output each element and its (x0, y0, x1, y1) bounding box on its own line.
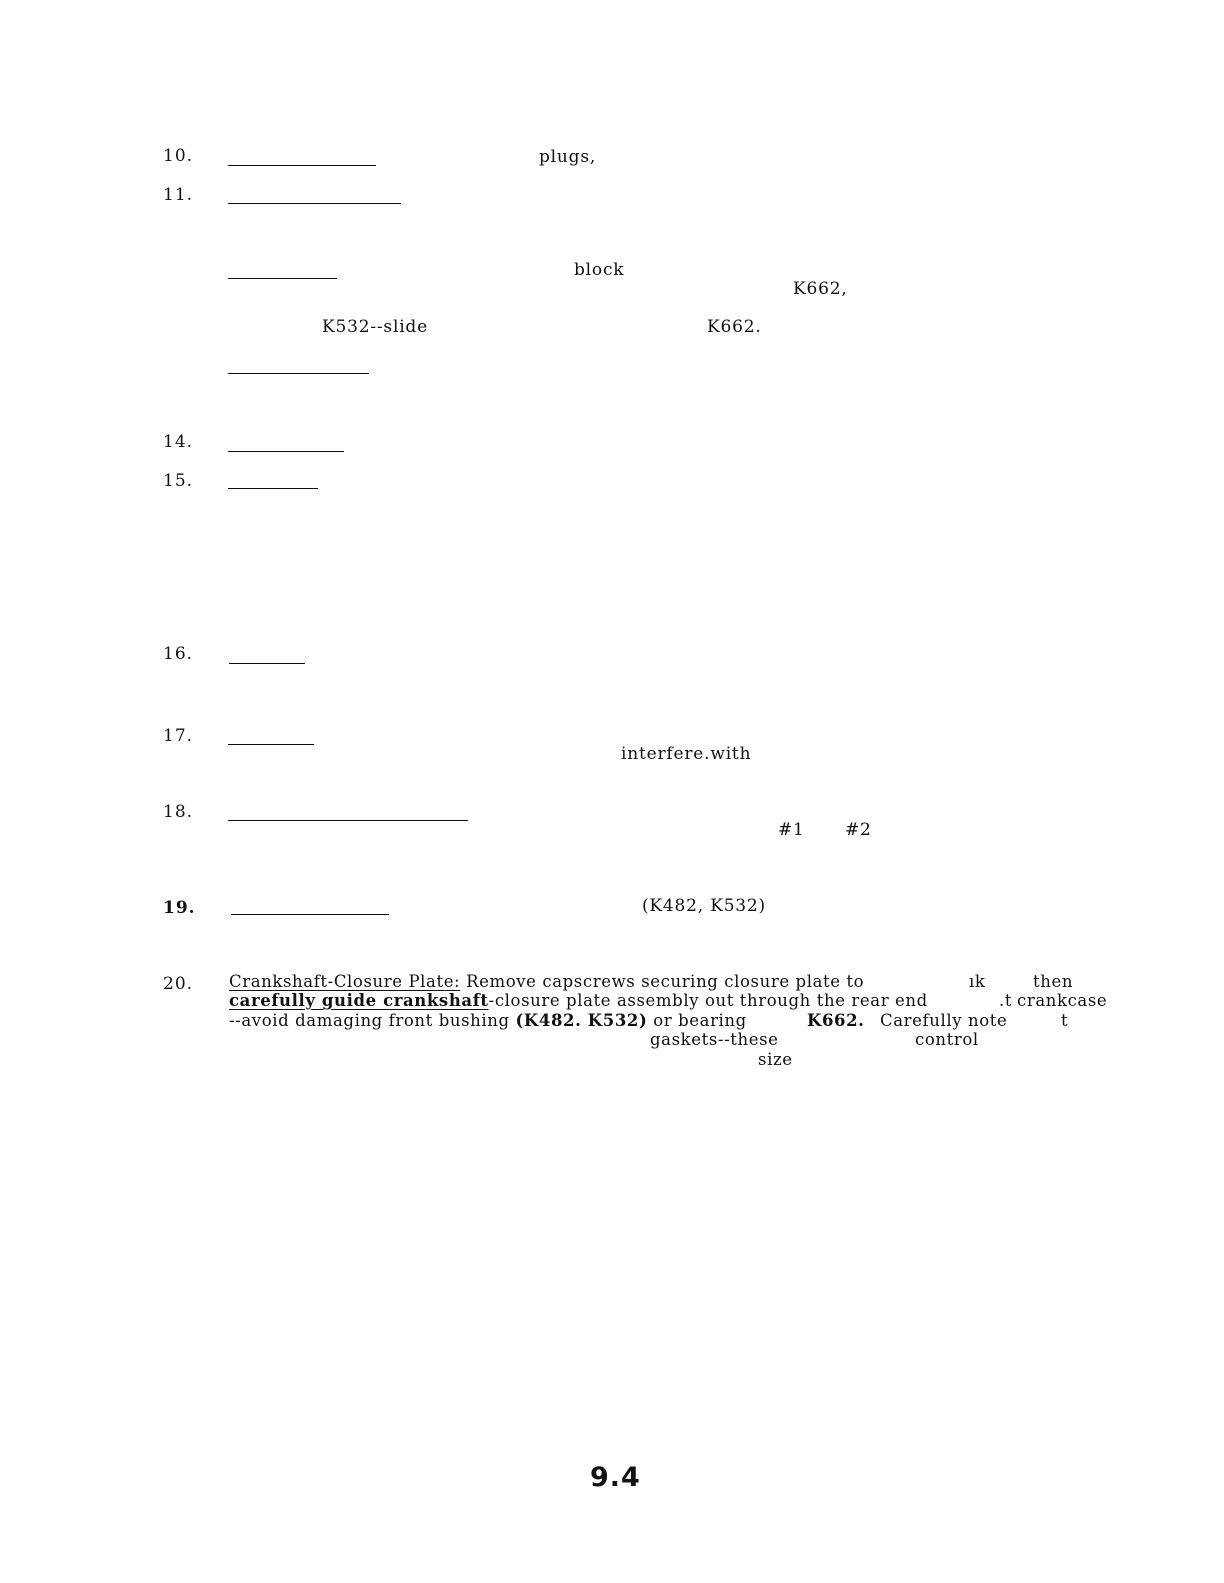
text-fragment-number-2: #2 (845, 820, 872, 840)
text-fragment-k662-a: K662, (793, 279, 848, 299)
item-20-line-2-end: crankcase (1017, 991, 1108, 1010)
heading-rule-18 (228, 820, 468, 821)
heading-rule-12 (228, 278, 337, 279)
item-number-11: 11. (163, 185, 194, 205)
item-20-line-3-text-a: --avoid damaging front bushing (229, 1011, 516, 1030)
text-fragment-k532-slide: K532--slide (322, 317, 428, 337)
heading-rule-10 (228, 165, 376, 166)
item-20-line-2-underlined: carefully guide crankshaft (229, 991, 489, 1010)
item-20-line-4-a: gaskets--these (650, 1030, 779, 1049)
item-20-line-2-fragment: .t (999, 991, 1013, 1010)
item-number-10: 10. (163, 146, 194, 166)
item-20-line-1 (229, 972, 864, 991)
text-fragment-plugs: plugs, (539, 147, 597, 167)
item-20-line-1-fragment-b: then (1033, 972, 1074, 991)
item-20-line-3-text-c: Carefully note (880, 1011, 1008, 1030)
page-number: 9.4 (590, 1462, 641, 1493)
item-20-line-2 (229, 991, 928, 1010)
item-number-16: 16. (163, 644, 194, 664)
item-20-line-3-text-b: or bearing (647, 1011, 747, 1030)
text-fragment-interfere-with: interfere.with (621, 744, 752, 764)
text-fragment-number-1: #1 (778, 820, 805, 840)
item-20-line-5: size (758, 1050, 793, 1069)
heading-rule-16 (229, 663, 305, 664)
item-20-line-3-bold-2: K662. (807, 1011, 865, 1030)
item-20-line-1-fragment-a: ık (969, 972, 986, 991)
heading-rule-13 (228, 373, 369, 374)
item-number-14: 14. (163, 432, 194, 452)
item-20-line-3-bold-1: (K482. K532) (515, 1011, 648, 1030)
heading-rule-11 (228, 203, 401, 204)
item-number-15: 15. (163, 471, 194, 491)
item-number-19: 19. (163, 898, 196, 918)
text-fragment-k482-k532: (K482, K532) (642, 896, 766, 916)
item-20-line-3 (229, 1011, 747, 1030)
text-fragment-block: block (574, 260, 625, 280)
item-20-line-3-text-d: t (1061, 1011, 1069, 1030)
item-20-line-2-text: -closure plate assembly out through the rear end (488, 991, 928, 1010)
heading-rule-17 (228, 744, 314, 745)
item-number-18: 18. (163, 802, 194, 822)
heading-rule-14 (228, 451, 344, 452)
item-number-20: 20. (163, 974, 194, 994)
item-20-title: Crankshaft-Closure Plate: (229, 972, 461, 991)
heading-rule-19 (231, 914, 389, 915)
text-fragment-k662-b: K662. (707, 317, 762, 337)
item-20-line-4-b: control (915, 1030, 979, 1049)
item-20-line-1-text: Remove capscrews securing closure plate to (460, 972, 865, 991)
item-number-17: 17. (163, 726, 194, 746)
heading-rule-15 (228, 488, 318, 489)
